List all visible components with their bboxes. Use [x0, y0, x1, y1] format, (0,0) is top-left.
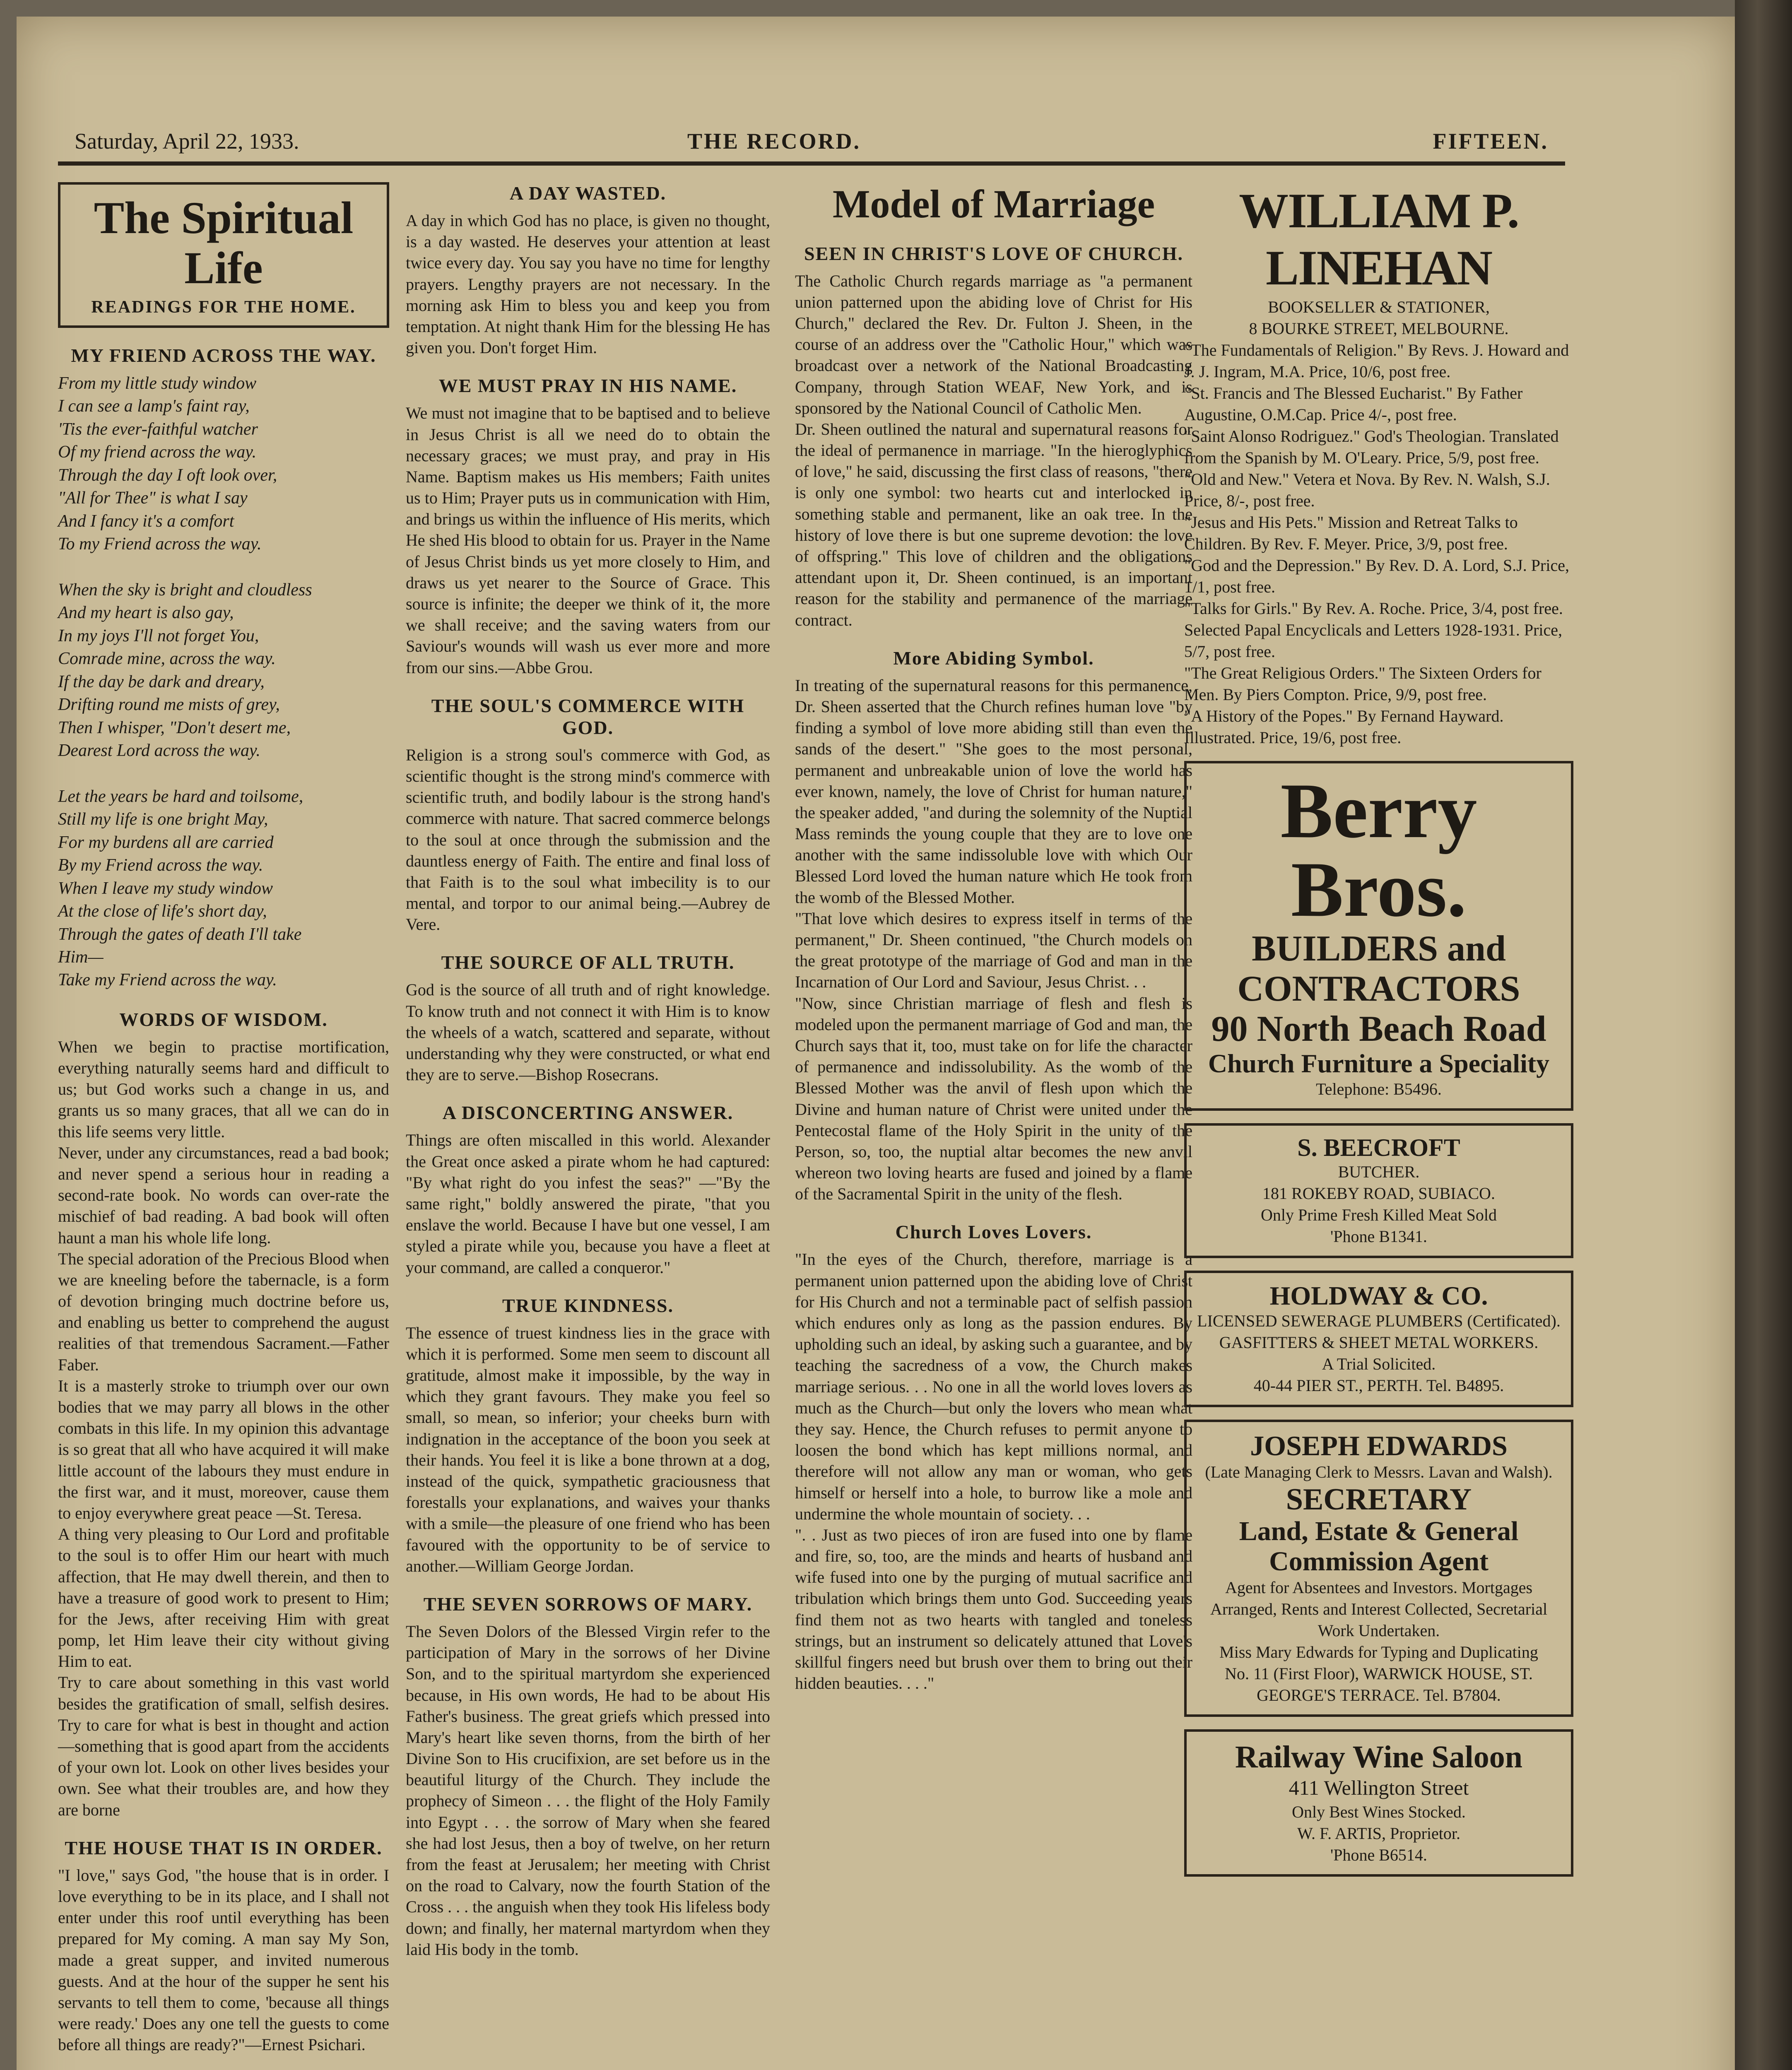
article-text: "I love," says God, "the house that is in order. I love everything to be in its place, and I shall not enter under this roof until everything has been prepared for My coming. A man say My Son, made a great supper, and invited numerous guests. And at the hour of the supper he sent his servants to tell them to come, 'because all things were ready.' Does any one tell the guests to come before all things are ready?"—Ernest Psichari.: [58, 1865, 389, 2054]
ad-line: 181 ROKEBY ROAD, SUBIACO.: [1262, 1184, 1495, 1203]
book-list: "The Fundamentals of Religion." By Revs. J. Howard and J. J. Ingram, M.A. Price, 10/6, post free. "St. Francis and The Blessed Eucharist." By Father Augustine, O.M.Cap. Price 4/-, post free. "Saint Alonso Rodriguez." God's Theologian. Translated from the Spanish by M. O'Leary. Price, 5/9, post free. "Old and New." Vetera et Nova. By Rev. N. Walsh, S.J. Price, 8/-, post free. "Jesus and His Pets." Mission and Retreat Talks to Children. By Rev. F. Meyer. Price, 3/9, post free. "God and the Depression." By Rev. D. A. Lord, S.J. Price, 1/1, post free. "Talks for Girls." By Rev. A. Roche. Price, 3/4, post free. Selected Papal Encyclicals and Letters 1928-1931. Price, 5/7, post free. "The Great Religious Orders." The Sixteen Orders for Men. By Piers Compton. Price, 9/9, post free. "A History of the Popes." By Fernand Hayward. Illustrated. Price, 19/6, post free.: [1184, 341, 1569, 747]
article-heading: Church Loves Lovers.: [895, 1221, 1092, 1243]
ad-line: Church Furniture a Speciality: [1208, 1049, 1550, 1078]
ad-line: Agent for Absentees and Investors. Mortgages Arranged, Rents and Interest Collected, Secretarial Work Undertaken.: [1210, 1578, 1548, 1640]
page-binding: [1735, 0, 1792, 2070]
column-spiritual-life: [58, 182, 389, 2070]
article-heading: WE MUST PRAY IN HIS NAME.: [438, 375, 737, 397]
joseph-edwards-ad: [1184, 1420, 1573, 1716]
ad-line: 411 Wellington Street: [1289, 1776, 1469, 1800]
ad-title: HOLDWAY & CO.: [1269, 1281, 1488, 1310]
section-subtitle: READINGS FOR THE HOME.: [91, 298, 356, 317]
ad-line: Only Prime Fresh Killed Meat Sold: [1261, 1205, 1497, 1224]
ad-title: S. BEECROFT: [1297, 1134, 1460, 1161]
article-text: Religion is a strong soul's commerce with God, as scientific thought is the strong mind's commerce with scientific truth, and bodily labour is the strong hand's commerce with nature. That sacred commerce belongs to the soul at once through the submission and the dauntless energy of Faith. The entire and final loss of that Faith is to the soul what imbecility is to our mental, and torpor to our animal being.—Aubrey de Vere.: [406, 745, 770, 934]
ad-phone: 'Phone B6514.: [1330, 1846, 1427, 1865]
ad-line: Miss Mary Edwards for Typing and Duplicating: [1219, 1642, 1538, 1661]
article-heading: A DAY WASTED.: [509, 183, 667, 204]
article-text: The Seven Dolors of the Blessed Virgin refer to the participation of Mary in the sorrows of her Divine Son, and to the spiritual martyrdom she experienced because, in His own words, He had to be about His Father's business. The great griefs which pressed into Mary's heart like seven thorns, from the birth of her Divine Son to His crucifixion, are set before us in the beautiful liturgy of the Church. They include the prophecy of Simeon . . . the flight of the Holy Family into Egypt . . . the sorrow of Mary when she feared she had lost Jesus, then a boy of twelve, on her return from the feast at Jerusalem; her meeting with Christ on the road to Calvary, now the fourth Station of the Cross . . . the anguish when they took His lifeless body down; and finally, her maternal martyrdom when they laid His body in the tomb.: [406, 1622, 770, 1959]
linehan-ad: [1184, 182, 1573, 749]
spiritual-life-box: [58, 182, 389, 328]
ad-line: BUTCHER.: [1338, 1162, 1420, 1181]
article-text: God is the source of all truth and of right knowledge. To know truth and not connect it with Him is to know the wheels of a watch, scattered and separate, without understanding why they were constructed, or what end they are to serve.—Bishop Rosecrans.: [406, 980, 770, 1084]
article-title: Model of Marriage: [832, 182, 1155, 226]
column-two: [406, 182, 770, 1960]
ad-line: LICENSED SEWERAGE PLUMBERS (Certificated). GASFITTERS & SHEET METAL WORKERS. A Trial Solicited. 40-44 PIER ST., PERTH. Tel. B4895.: [1197, 1312, 1561, 1395]
article-text: When we begin to practise mortification, everything naturally seems hard and difficult to us; but God works such a change in us, and grants us so many graces, that all we can do in this life seems very little. Never, under any circumstances, read a bad book; and never spend a serious hour in reading a second-rate book. No words can over-rate the mischief of bad reading. A bad book will often haunt a man his whole life long. The special adoration of the Precious Blood when we are kneeling before the tabernacle, is a form of devotion bringing much doctrine before us, and enabling us better to comprehend the august realities of that tremendous Sacrament.—Father Faber. It is a masterly stroke to triumph over our own bodies that we may parry all blows in the other combats in this life. In my opinion this advantage is so great that all who have acquired it will make little account of the labours they must endure in the first war, and it must, moreover, cause them to enjoy everywhere great peace —St. Teresa. A thing very pleasing to Our Lord and profitable to the soul is to offer Him our heart with much affection, that He may dwell therein, and then to have a treasure of good work to present to Him; for the Jews, after receiving Him with great pomp, let Him leave their city without giving Him to eat. Try to care about something in this vast world besides the gratification of small, selfish desires. Try to care for what is best in thought and action—something that is good apart from the accidents of your own lot. Look on other lives besides your own. See what their troubles are, and how they are borne: [58, 1037, 389, 1819]
article-subtitle: SEEN IN CHRIST'S LOVE OF CHURCH.: [804, 243, 1183, 264]
article-text: We must not imagine that to be baptised and to believe in Jesus Christ is all we need do to obtain the necessary graces; we must pray, and pray in His Name. Baptism makes us His members; Faith unites us to Him; Prayer puts us in communication with Him, and brings us within the influence of His merits, which He shed His blood to obtain for us. Prayer in the Name of Jesus Christ binds us yet more closely to Him, and draws us yet nearer to the Source of Grace. This source is infinite; the deeper we think of it, the more we shall receive; and the saving waters from our Saviour's wounds will wash us ever more and more from our sins.—Abbe Grou.: [406, 404, 770, 677]
holdway-ad: [1184, 1271, 1573, 1407]
advertiser-name: WILLIAM P. LINEHAN: [1239, 183, 1519, 295]
header-page-number: FIFTEEN.: [1433, 129, 1549, 154]
ad-title: JOSEPH EDWARDS: [1250, 1430, 1508, 1462]
article-heading: A DISCONCERTING ANSWER.: [442, 1102, 734, 1124]
header-title: THE RECORD.: [687, 129, 861, 154]
berry-bros-ad: [1184, 761, 1573, 1111]
ad-phone: Telephone: B5496.: [1316, 1079, 1442, 1098]
ad-phone: 'Phone B1341.: [1330, 1227, 1427, 1246]
page-header: [58, 116, 1565, 166]
ad-line: BUILDERS and CONTRACTORS: [1237, 929, 1520, 1009]
railway-wine-saloon-ad: [1184, 1729, 1573, 1877]
ad-line: Only Best Wines Stocked. W. F. ARTIS, Proprietor.: [1292, 1803, 1466, 1843]
newspaper-page: [17, 17, 1735, 2070]
article-heading: THE SOURCE OF ALL TRUTH.: [441, 952, 735, 973]
article-heading: TRUE KINDNESS.: [502, 1295, 674, 1316]
article-heading: WORDS OF WISDOM.: [119, 1009, 328, 1030]
article-heading: THE SOUL'S COMMERCE WITH GOD.: [431, 695, 745, 738]
article-text: The essence of truest kindness lies in the grace with which it is performed. Some men seem to discount all gratitude, almost make it impossible, by the way in which they grant favours. They make you feel so small, so mean, so inferior; your cheeks burn with indignation in the acceptance of the boon you seek at their hands. You feel it is like a bone thrown at a dog, instead of the quick, sympathetic graciousness that forestalls your explanations, and waives your thanks with a smile—the pleasure of one friend who has been favoured with the opportunity to be of service to another.—William George Jordan.: [406, 1323, 770, 1575]
ad-line: SECRETARY: [1286, 1482, 1472, 1516]
header-date: Saturday, April 22, 1933.: [75, 129, 299, 154]
column-model-of-marriage: [795, 182, 1192, 1694]
column-advertisements: [1184, 182, 1573, 1877]
beecroft-ad: [1184, 1123, 1573, 1258]
article-text: In treating of the supernatural reasons for this permanence, Dr. Sheen asserted that the Church refines human love "by finding a symbol of love more abiding still than even the sands of the desert." "She goes to the most personal, permanent and unbreakable union of love the world has ever known, namely, the love of Christ for human nature," the speaker added, "and during the solemnity of the Nuptial Mass reminds the young couple that they are to love one another with the same indissoluble love with which Our Blessed Lord loved the human nature which He took from the womb of the Blessed Mother. "That love which desires to express itself in terms of the permanent," Dr. Sheen continued, "the Church models on the great prototype of the marriage of God and man in the Incarnation of Our Lord and Saviour, Jesus Christ. . . "Now, since Christian marriage of flesh and flesh is modeled upon the permanent marriage of God and man, the Church says that it, too, must take on for life the character of permanence and indissolubility. As the womb of the Blessed Mother was the anvil of flesh upon which the Divine and human nature of Christ were united under the Pentecostal flame of the Holy Spirit in the unity of the Person, so, too, the nuptial altar becomes the new anvil whereon two loving hearts are fused and joined by a flame of the Sacramental Spirit in the unity of the flesh.: [795, 676, 1192, 1203]
article-heading: More Abiding Symbol.: [893, 647, 1094, 669]
article-text: Things are often miscalled in this world. Alexander the Great once asked a pirate whom he had captured: "By what right do you infest the seas?" —"By the same right," boldly answered the pirate, "that you enslave the world. Because I have but one vessel, I am styled a pirate while you, because you have a fleet at your command, are called a conqueror.": [406, 1131, 770, 1277]
article-text: "In the eyes of the Church, therefore, marriage is a permanent union patterned upon the abiding love of Christ for His Church and not a terminable pact of selfish passion which endures only as long as the passion endures. By upholding such an ideal, by asking such a guarantee, and by teaching the sacredness of a vow, the Church makes marriage serious. . . No one in all the world loves lovers as much as the Church—but only the lovers who mean what they say. Hence, the Church refuses to permit anyone to loosen the bond which has kept millions normal, and therefore will not allow any man or woman, who gets himself or herself into a hole, to burrow like a mole and undermine the whole mountain of society. . . ". . Just as two pieces of iron are fused into one by flame and fire, so, too, are the minds and hearts of husband and wife fused into one by the purging of mutual sacrifice and tribulation which brings them unto God. Succeeding years find them not as two hearts with tangled and toneless strings, but an instrument so delicately attuned that Love's skillful fingers need but brush over them to bring out their hidden beauties. . . .": [795, 1250, 1192, 1693]
ad-line: 90 North Beach Road: [1211, 1009, 1546, 1049]
article-heading: THE HOUSE THAT IS IN ORDER.: [65, 1837, 383, 1858]
ad-title: Railway Wine Saloon: [1235, 1739, 1523, 1774]
advertiser-address: BOOKSELLER & STATIONER, 8 BOURKE STREET, MELBOURNE.: [1249, 298, 1509, 338]
poem-title: MY FRIEND ACROSS THE WAY.: [71, 345, 376, 366]
ad-line: (Late Managing Clerk to Messrs. Lavan and Walsh).: [1205, 1462, 1553, 1481]
ad-title: Berry Bros.: [1280, 768, 1477, 933]
article-text: The Catholic Church regards marriage as "a permanent union patterned upon the abiding love of Christ for His Church," declared the Rev. Dr. Fulton J. Sheen, in the course of an address over the "Catholic Hour," which was broadcast over a network of the National Broadcasting Company, through Station WEAF, New York, and is sponsored by the National Council of Catholic Men. Dr. Sheen outlined the natural and supernatural reasons for the ideal of permanence in marriage. "In the hieroglyphics of love," he said, discussing the first class of reasons, "there is only one symbol: two hearts cut and interlocked in something stable and permanent, like an oak tree. In the history of love there is but one supreme devotion: the love of offspring." This love of children and the obligations attendant upon it, Dr. Sheen continued, is an important reason for the stability and permanence of the marriage contract.: [795, 271, 1192, 629]
article-text: A day in which God has no place, is given no thought, is a day wasted. He deserves your attention at least twice every day. You say you have no time for lengthy prayers. Lengthy prayers are not necessary. In the morning ask Him to bless you and keep you from temptation. At night thank Him for the blessing He has given you. Don't forget Him.: [406, 211, 770, 357]
ad-address: No. 11 (First Floor), WARWICK HOUSE, ST. GEORGE'S TERRACE. Tel. B7804.: [1225, 1664, 1533, 1704]
ad-line: Land, Estate & General Commission Agent: [1239, 1516, 1519, 1577]
poem-text: From my little study window I can see a lamp's faint ray, 'Tis the ever-faithful watcher Of my friend across the way. Through the day I oft look over, "All for Thee" is what I say And I fancy it's a comfort To my Friend across the way. When the sky is bright and cloudless And my heart is also gay, In my joys I'll not forget You, Comrade mine, across the way. If the day be dark and dreary, Drifting round me mists of grey, Then I whisper, "Don't desert me, Dearest Lord across the way. Let the years be hard and toilsome, Still my life is one bright May, For my burdens all are carried By my Friend across the way. When I leave my study window At the close of life's short day, Through the gates of death I'll take Him— Take my Friend across the way.: [58, 374, 312, 990]
section-title: The Spiritual Life: [94, 193, 354, 293]
article-heading: THE SEVEN SORROWS OF MARY.: [423, 1593, 753, 1615]
